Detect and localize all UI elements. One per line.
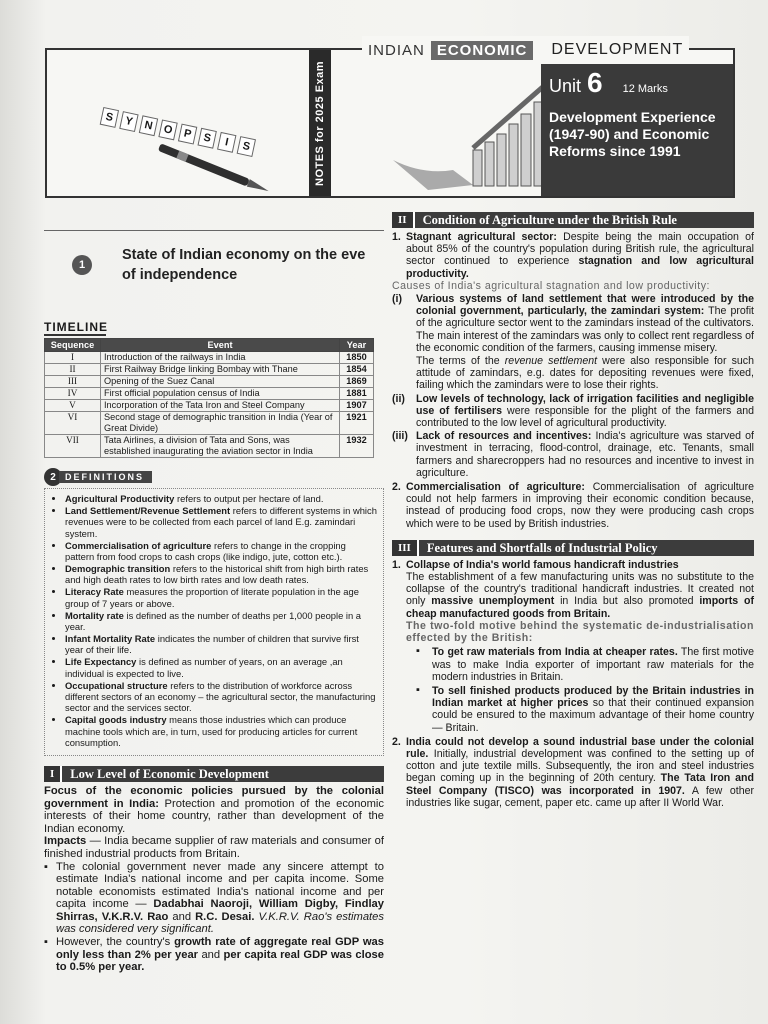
timeline-cell-seq: VII (45, 435, 101, 458)
section-roman: II (392, 212, 413, 228)
timeline-cell-seq: I (45, 352, 101, 364)
agriculture-text (392, 231, 754, 530)
synopsis-letter: I (217, 132, 236, 153)
timeline-row (45, 376, 374, 388)
timeline-cell-seq: II (45, 364, 101, 376)
timeline-cell-event: Introduction of the railways in India (101, 352, 340, 364)
section-title: State of Indian economy on the eve of independence (122, 247, 366, 283)
point-commercialisation: 2. Commercialisation of agriculture: Commercialisation of agriculture could not help farmers in improving their economic condition because, instead of producing food crops, now they were producing cash crops which were to be used by British industries. (392, 481, 754, 530)
timeline-cell-year: 1869 (340, 376, 374, 388)
col-event: Event (101, 339, 340, 352)
definition-item: • Capital goods industry means those industries which can produce machine tools which are, in turn, used for producing articles for current consumption. (65, 714, 377, 748)
two-fold-motive: The two-fold motive behind the systematic de-industrialisation effected by the British: (406, 619, 754, 645)
timeline-cell-year: 1921 (340, 412, 374, 435)
definition-item: • Literacy Rate measures the proportion of literate population in the age group of 7 years or above. (65, 586, 377, 609)
timeline-cell-seq: VI (45, 412, 101, 435)
title-indian: INDIAN (368, 41, 425, 59)
col-sequence: Sequence (45, 339, 101, 352)
synopsis-art (47, 70, 309, 198)
unit-word: Unit (549, 76, 582, 96)
definitions-number: 2 (44, 468, 62, 486)
section-roman: III (392, 540, 417, 556)
notes-tag: NOTES for 2025 Exam (309, 50, 331, 196)
definition-item: • Land Settlement/Revenue Settlement refers to different systems in which revenues were to be collected from each parcel of land E.g. zamindari system. (65, 505, 377, 539)
impacts-paragraph: Impacts — India became supplier of raw materials and consumer of finished industrial products from Britain. (44, 835, 384, 860)
unit-marks: 12 Marks (622, 83, 668, 95)
definition-item: • Life Expectancy is defined as number of years, on an average ,an individual is expected to live. (65, 656, 377, 679)
section-roman: I (44, 766, 60, 782)
section-header-low-level (44, 766, 384, 782)
point-industrial-base: 2. India could not develop a sound industrial base under the colonial rule. Initially, industrial development was confined to the setting up of cotton and jute textile mills. Subsequently, the iron and steel industries began coming up in the beginning of 20th century. The Tata Iron and Steel Company (TISCO) was incorporated in 1907. A few other industries like sugar, cement, paper etc. came up after II World War. (392, 735, 755, 809)
timeline-cell-year: 1907 (340, 400, 374, 412)
synopsis-letter: N (139, 115, 158, 136)
timeline-cell-event: Incorporation of the Tata Iron and Steel Company (101, 400, 340, 412)
cause-land-settlement: (i) Various systems of land settlement that were introduced by the colonial government, particularly, the zamindari system: The profit of the agriculture sector went to the zamindars instead of the cultivators. The main interest of the zamindars was only to collect rent regardless of the economic condition of the farmers, causing immense misery. The terms of the revenue settlement were also responsible for such attitude of zamindars, e.g. dates for depositing revenues were fixed, failing which the zamindars were to lose their rights. (392, 293, 754, 392)
unit-box (541, 64, 733, 196)
timeline-row (45, 400, 374, 412)
timeline-row (45, 435, 374, 458)
bullet-growth-rate: ▪ However, the country's growth rate of aggregate real GDP was only less than 2% per year and per capita real GDP was close to 0.5% per year. (44, 936, 384, 974)
timeline-cell-year: 1932 (340, 435, 374, 458)
section-header-industrial-policy (392, 540, 754, 556)
timeline-cell-year: 1854 (340, 364, 374, 376)
synopsis-letter: S (197, 128, 216, 149)
synopsis-letter: O (158, 119, 177, 140)
unit-banner (45, 41, 735, 198)
cause-low-technology: (ii) Low levels of technology, lack of irrigation facilities and negligible use of fertilisers were responsible for the plight of the farmers and contributed to the low level of agricultural productivity. (392, 392, 754, 430)
section-title: Features and Shortfalls of Industrial Policy (417, 540, 754, 556)
motive-raw-materials: ▪ To get raw materials from India at cheaper rates. The first motive was to make India exporter of important raw materials for the modern industries in Britain. (406, 646, 754, 683)
definition-item: • Occupational structure refers to the distribution of workforce across different sectors of an economy – the agricultural sector, the manufacturing sector and the services sector. (65, 680, 377, 714)
synopsis-letter: Y (119, 111, 138, 132)
definitions-label: DEFINITIONS (59, 471, 152, 483)
timeline-cell-seq: V (45, 400, 101, 412)
unit-number: 6 (587, 67, 603, 98)
section-title: Low Level of Economic Development (60, 766, 384, 782)
timeline-cell-event: Tata Airlines, a division of Tata and Sons, was established inaugurating the aviation sector in India (101, 435, 340, 458)
bullet-national-income: ▪ The colonial government never made any sincere attempt to estimate India's national income and per capita income. Some notable economists estimated India's national income and per capita income — Dadabhai Naoroji, William Digby, Findlay Shirras, V.K.R.V. Rao and R.C. Desai. V.K.R.V. Rao's estimates was considered very significant. (44, 861, 384, 937)
right-column (392, 210, 754, 809)
subject-title (362, 36, 689, 64)
timeline-row (45, 388, 374, 400)
focus-paragraph: Focus of the economic policies pursued by the colonial government in India: Protection and promotion of the economic interests of their home country, rather than development of the Indian economy. (44, 784, 384, 835)
timeline-cell-year: 1881 (340, 388, 374, 400)
definitions-header (44, 468, 384, 486)
timeline-table (44, 338, 374, 458)
section-header-agriculture (392, 212, 754, 228)
definition-item: • Mortality rate is defined as the number of deaths per 1,000 people in a year. (65, 610, 377, 633)
unit-title: Development Experience (1947-90) and Economic Reforms since 1991 (549, 109, 716, 159)
timeline-heading: TIMELINE (44, 320, 108, 334)
timeline-cell-event: First Railway Bridge linking Bombay with Thane (101, 364, 340, 376)
timeline-cell-event: Second stage of demographic transition in India (Year of Great Divide) (101, 412, 340, 435)
definitions-list (59, 493, 377, 748)
synopsis-letter: P (178, 124, 197, 145)
timeline-row (45, 364, 374, 376)
timeline-row (45, 412, 374, 435)
section-state-of-economy (44, 230, 384, 300)
timeline-row (45, 352, 374, 364)
timeline-cell-seq: IV (45, 388, 101, 400)
causes-heading: Causes of India's agricultural stagnation and low productivity: (392, 279, 710, 292)
industrial-text (392, 559, 754, 809)
section-number: 1 (72, 255, 92, 275)
section-title: Condition of Agriculture under the British Rule (413, 212, 754, 228)
left-column (44, 210, 384, 974)
cause-lack-of-resources: (iii) Lack of resources and incentives: India's agriculture was starved of investment in terracing, flood-control, drainage, etc. Tenants, small farmers and sharecroppers had no resources and incentive to invest in agriculture. (392, 430, 754, 479)
title-economic: ECONOMIC (431, 41, 534, 60)
motive-sell-products: ▪ To sell finished products produced by the Britain industries in Indian market at higher prices so that their continued expansion could be ensured to the maximum advantage of their home country — Britain. (406, 685, 754, 734)
definition-item: • Agricultural Productivity refers to output per hectare of land. (65, 493, 377, 504)
definition-item: • Demographic transition refers to the historical shift from high birth rates and high death rates to low birth rates and low death rates. (65, 563, 377, 586)
synopsis-letter: S (100, 107, 119, 128)
title-development: DEVELOPMENT (551, 41, 684, 58)
low-level-text (44, 785, 384, 974)
timeline-cell-seq: III (45, 376, 101, 388)
point-stagnant-agriculture: 1. Stagnant agricultural sector: Despite being the main occupation of about 85% of the country's population during British rule, the agricultural sector continued to experience stagnation and low agricultural productivity. (392, 231, 754, 280)
timeline-cell-event: Opening of the Suez Canal (101, 376, 340, 388)
point-handicraft-collapse: 1. Collapse of India's world famous handicraft industries The establishment of a few manufacturing units was no substitute to the collapse of the country's traditional handicraft industries. It created not only massive unemployment in India but also promoted imports of cheap manufactured goods from Britain. The two-fold motive behind the systematic de-industrialisation effected by the British: ▪ To get raw materials from India at cheaper rates. The first motive was to make India exporter of important raw materials for the modern industries in Britain. ▪ To sell finished products produced by the Britain industries in Indian market at higher prices so that their continued expansion could be ensured to the maximum advantage of their home country — Britain. (392, 559, 754, 734)
timeline-cell-year: 1850 (340, 352, 374, 364)
definition-item: • Commercialisation of agriculture refers to change in the cropping pattern from food crops to cash crops (like indigo, jute, cotton etc.). (65, 540, 377, 563)
timeline-cell-event: First official population census of India (101, 388, 340, 400)
definition-item: • Infant Mortality Rate indicates the number of children that survive first year of their life. (65, 633, 377, 656)
synopsis-letter: S (237, 136, 256, 157)
col-year: Year (340, 339, 374, 352)
definitions-box (44, 488, 384, 756)
